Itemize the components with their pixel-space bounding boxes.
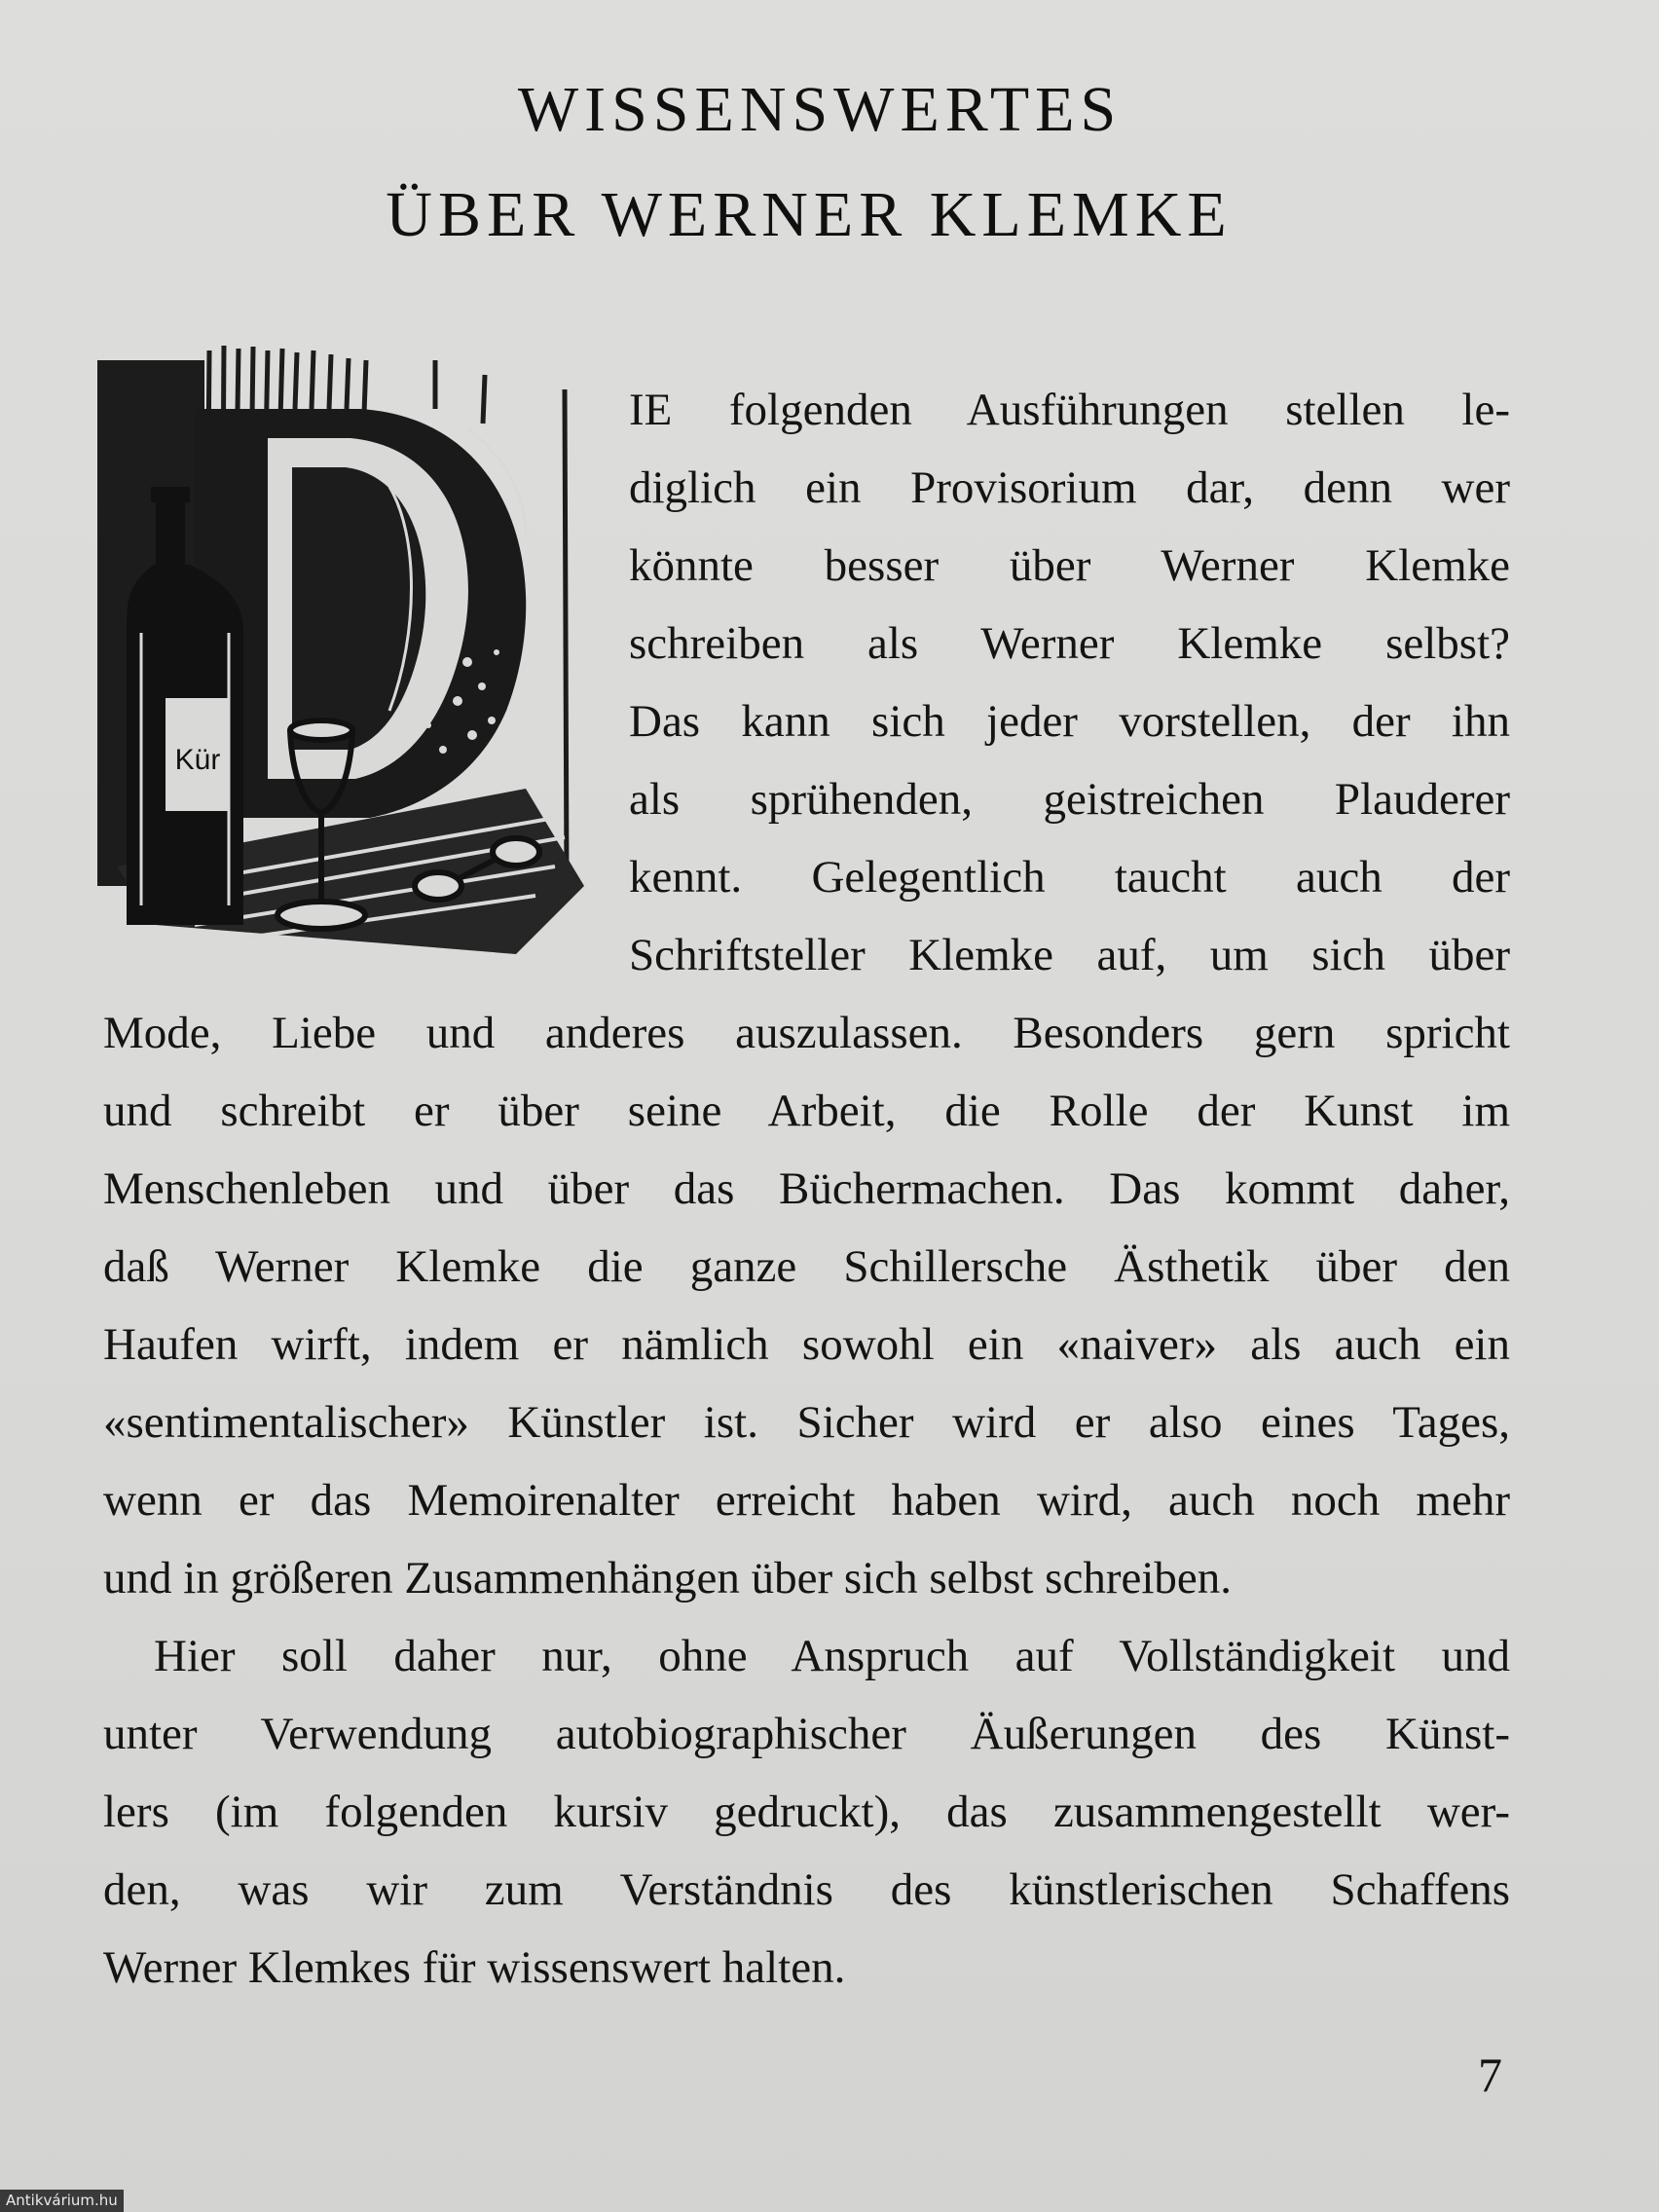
text-line-18: unter Verwendung autobiographischer Äußerungen des Künst- <box>103 1709 1510 1759</box>
watermark: Antikvárium.hu <box>0 2190 124 2212</box>
text-line-6: als sprühenden, geistreichen Plauderer <box>629 774 1510 825</box>
text-line-7: kennt. Gelegentlich taucht auch der <box>629 852 1510 903</box>
page-title-line-1: WISSENSWERTES <box>517 74 1123 145</box>
text-line-5: Das kann sich jeder vorstellen, der ihn <box>629 696 1510 747</box>
decorated-initial-illustration <box>97 341 604 954</box>
text-line-11: Menschenleben und über das Büchermachen. Das kommt daher, <box>103 1163 1510 1214</box>
initial-letter-d <box>195 409 526 818</box>
text-line-13: Haufen wirft, indem er nämlich sowohl ein «naiver» als auch ein <box>103 1319 1510 1370</box>
page-title-line-2: ÜBER WERNER KLEMKE <box>386 179 1233 250</box>
page-number: 7 <box>1478 2047 1502 2102</box>
text-line-8: Schriftsteller Klemke auf, um sich über <box>629 930 1510 980</box>
text-line-19: lers (im folgenden kursiv gedruckt), das zusammengestellt wer- <box>103 1787 1510 1837</box>
text-line-15: wenn er das Memoirenalter erreicht haben wird, auch noch mehr <box>103 1475 1510 1526</box>
text-line-1: IE folgenden Ausführungen stellen le- <box>629 385 1510 435</box>
text-line-12: daß Werner Klemke die ganze Schillersche Ästhetik über den <box>103 1241 1510 1292</box>
text-line-14: «sentimentalischer» Künstler ist. Sicher wird er also eines Tages, <box>103 1397 1510 1448</box>
text-line-4: schreiben als Werner Klemke selbst? <box>629 618 1510 669</box>
text-line-2: diglich ein Provisorium dar, denn wer <box>629 462 1510 513</box>
text-line-21: Werner Klemkes für wissenswert halten. <box>103 1942 846 1993</box>
text-line-16: und in größeren Zusammenhängen über sich selbst schreiben. <box>103 1553 1233 1604</box>
text-line-10: und schreibt er über seine Arbeit, die Rolle der Kunst im <box>103 1086 1510 1136</box>
text-line-20: den, was wir zum Verständnis des künstlerischen Schaffens <box>103 1864 1510 1915</box>
text-line-17: Hier soll daher nur, ohne Anspruch auf Vollständigkeit und <box>154 1631 1510 1681</box>
text-line-9: Mode, Liebe und anderes auszulassen. Besonders gern spricht <box>103 1008 1510 1058</box>
bottle-label-text: Kür <box>174 744 221 776</box>
text-line-3: könnte besser über Werner Klemke <box>629 540 1510 591</box>
